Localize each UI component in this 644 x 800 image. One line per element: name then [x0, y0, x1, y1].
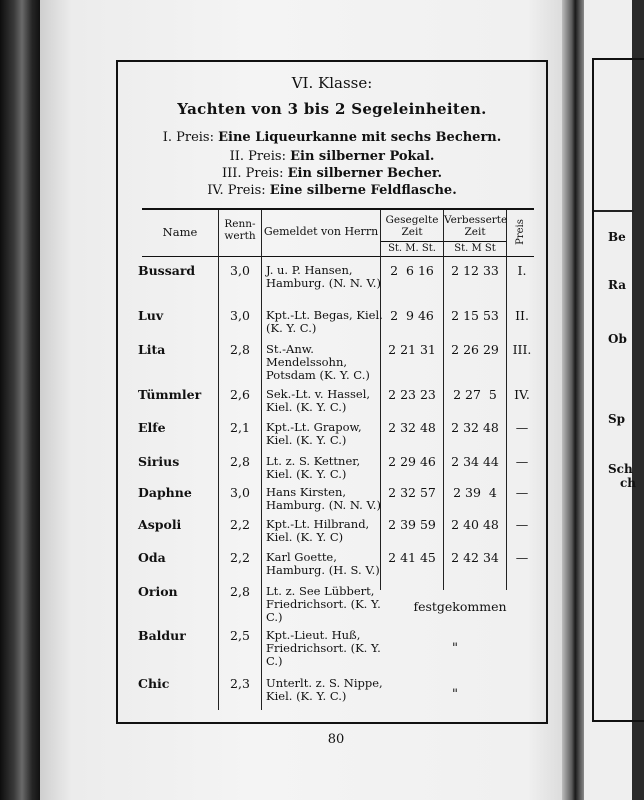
row-owner: Kpt.-Lt. Grapow, Kiel. (K. Y. C.) [266, 420, 362, 447]
row-verbesserte-zeit: 2 42 34 [451, 550, 499, 565]
column-rule [218, 210, 219, 710]
note-ditto: " [452, 687, 458, 702]
row-owner: Kpt.-Lt. Hilbrand, Kiel. (K. Y. C) [266, 517, 370, 544]
row-name: Baldur [138, 628, 186, 643]
row-gesegelte-zeit: 2 6 16 [390, 263, 434, 278]
row-name: Daphne [138, 485, 192, 500]
row-verbesserte-zeit: 2 32 48 [451, 420, 499, 435]
section-heading: Yachten von 3 bis 2 Segeleinheiten. [177, 100, 487, 118]
row-rennwerth: 2,6 [230, 387, 250, 402]
row-owner: Unterlt. z. S. Nippe, Kiel. (K. Y. C.) [266, 676, 383, 703]
row-verbesserte-zeit: 2 39 4 [453, 485, 497, 500]
row-preis: I. [517, 263, 527, 278]
row-rennwerth: 2,2 [230, 517, 250, 532]
book-spine [0, 0, 40, 800]
header-gemeldet: Gemeldet von Herrn [263, 225, 379, 238]
row-preis: — [515, 454, 529, 469]
row-gesegelte-zeit: 2 29 46 [388, 454, 436, 469]
row-verbesserte-zeit: 2 40 48 [451, 517, 499, 532]
row-rennwerth: 2,2 [230, 550, 250, 565]
row-owner: Hans Kirsten, Hamburg. (N. N. V.) [266, 485, 381, 512]
row-preis: IV. [514, 387, 530, 402]
row-owner: Lt. z. See Lübbert, Friedrichsort. (K. Y. C.) [266, 584, 381, 624]
header-rennwerth: Renn- werth [224, 218, 256, 242]
row-name: Elfe [138, 420, 166, 435]
row-owner: Kpt.-Lieut. Huß, Friedrichsort. (K. Y. C.) [266, 628, 381, 668]
row-rennwerth: 3,0 [230, 308, 250, 323]
row-name: Sirius [138, 454, 180, 469]
row-name: Tümmler [138, 387, 202, 402]
row-verbesserte-zeit: 2 15 53 [451, 308, 499, 323]
row-gesegelte-zeit: 2 32 57 [388, 485, 436, 500]
prize-line: II. Preis: Ein silberner Pokal. [229, 149, 435, 164]
row-rennwerth: 2,5 [230, 628, 250, 643]
page-gutter [562, 0, 584, 800]
row-gesegelte-zeit: 2 39 59 [388, 517, 436, 532]
column-rule [261, 210, 262, 710]
row-name: Orion [138, 584, 178, 599]
row-owner: Sek.-Lt. v. Hassel, Kiel. (K. Y. C.) [266, 387, 371, 414]
row-preis: II. [515, 308, 529, 323]
header-verbesserte-units: St. M St [454, 243, 496, 254]
header-gesegelte-zeit: Gesegelte Zeit [385, 214, 439, 238]
page-number: 80 [327, 732, 345, 747]
class-title: VI. Klasse: [291, 74, 373, 92]
row-owner: Lt. z. S. Kettner, Kiel. (K. Y. C.) [266, 454, 361, 481]
row-rennwerth: 3,0 [230, 485, 250, 500]
next-page-fragment: Be [608, 230, 626, 244]
row-gesegelte-zeit: 2 23 23 [388, 387, 436, 402]
row-owner: Karl Goette, Hamburg. (H. S. V.) [266, 550, 380, 577]
row-verbesserte-zeit: 2 12 33 [451, 263, 499, 278]
next-page-fragment: ch [620, 476, 637, 490]
table-header-rule [142, 256, 534, 257]
row-rennwerth: 2,8 [230, 342, 250, 357]
row-name: Oda [138, 550, 166, 565]
row-name: Luv [138, 308, 164, 323]
row-preis: — [515, 485, 529, 500]
note-festgekommen: festgekommen [413, 599, 507, 614]
prize-line: IV. Preis: Eine silberne Feldflasche. [207, 183, 457, 198]
next-page-rule [594, 210, 634, 212]
table-top-rule [142, 208, 534, 210]
row-gesegelte-zeit: 2 9 46 [390, 308, 434, 323]
header-verbesserte-zeit: Verbesserte Zeit [444, 214, 508, 238]
row-verbesserte-zeit: 2 26 29 [451, 342, 499, 357]
row-name: Bussard [138, 263, 196, 278]
row-owner: Kpt.-Lt. Begas, Kiel. (K. Y. C.) [266, 308, 383, 335]
prize-line: I. Preis: Eine Liqueurkanne mit sechs Bechern. [162, 130, 502, 145]
row-verbesserte-zeit: 2 34 44 [451, 454, 499, 469]
header-gesegelte-units: St. M. St. [388, 243, 436, 254]
row-rennwerth: 2,3 [230, 676, 250, 691]
next-page-fragment: Sp [608, 412, 626, 426]
row-preis: — [515, 517, 529, 532]
next-page-fragment: Ob [608, 332, 627, 346]
row-owner: St.-Anw. Mendelssohn, Potsdam (K. Y. C.) [266, 342, 370, 382]
next-page-frame [592, 58, 644, 722]
row-name: Chic [138, 676, 170, 691]
row-rennwerth: 2,8 [230, 454, 250, 469]
row-gesegelte-zeit: 2 21 31 [388, 342, 436, 357]
row-name: Aspoli [138, 517, 182, 532]
row-preis: — [515, 420, 529, 435]
row-gesegelte-zeit: 2 41 45 [388, 550, 436, 565]
row-rennwerth: 2,1 [230, 420, 250, 435]
row-preis: — [515, 550, 529, 565]
row-verbesserte-zeit: 2 27 5 [453, 387, 497, 402]
next-page-fragment: Sch [608, 462, 633, 476]
row-gesegelte-zeit: 2 32 48 [388, 420, 436, 435]
row-rennwerth: 2,8 [230, 584, 250, 599]
note-ditto: " [452, 641, 458, 656]
row-owner: J. u. P. Hansen, Hamburg. (N. N. V.) [266, 263, 381, 290]
header-preis: Preis [515, 219, 526, 245]
row-preis: III. [512, 342, 532, 357]
next-page-fragment: Ra [608, 278, 627, 292]
prize-line: III. Preis: Ein silberner Becher. [221, 166, 443, 181]
header-name: Name [162, 225, 198, 239]
row-rennwerth: 3,0 [230, 263, 250, 278]
row-name: Lita [138, 342, 166, 357]
